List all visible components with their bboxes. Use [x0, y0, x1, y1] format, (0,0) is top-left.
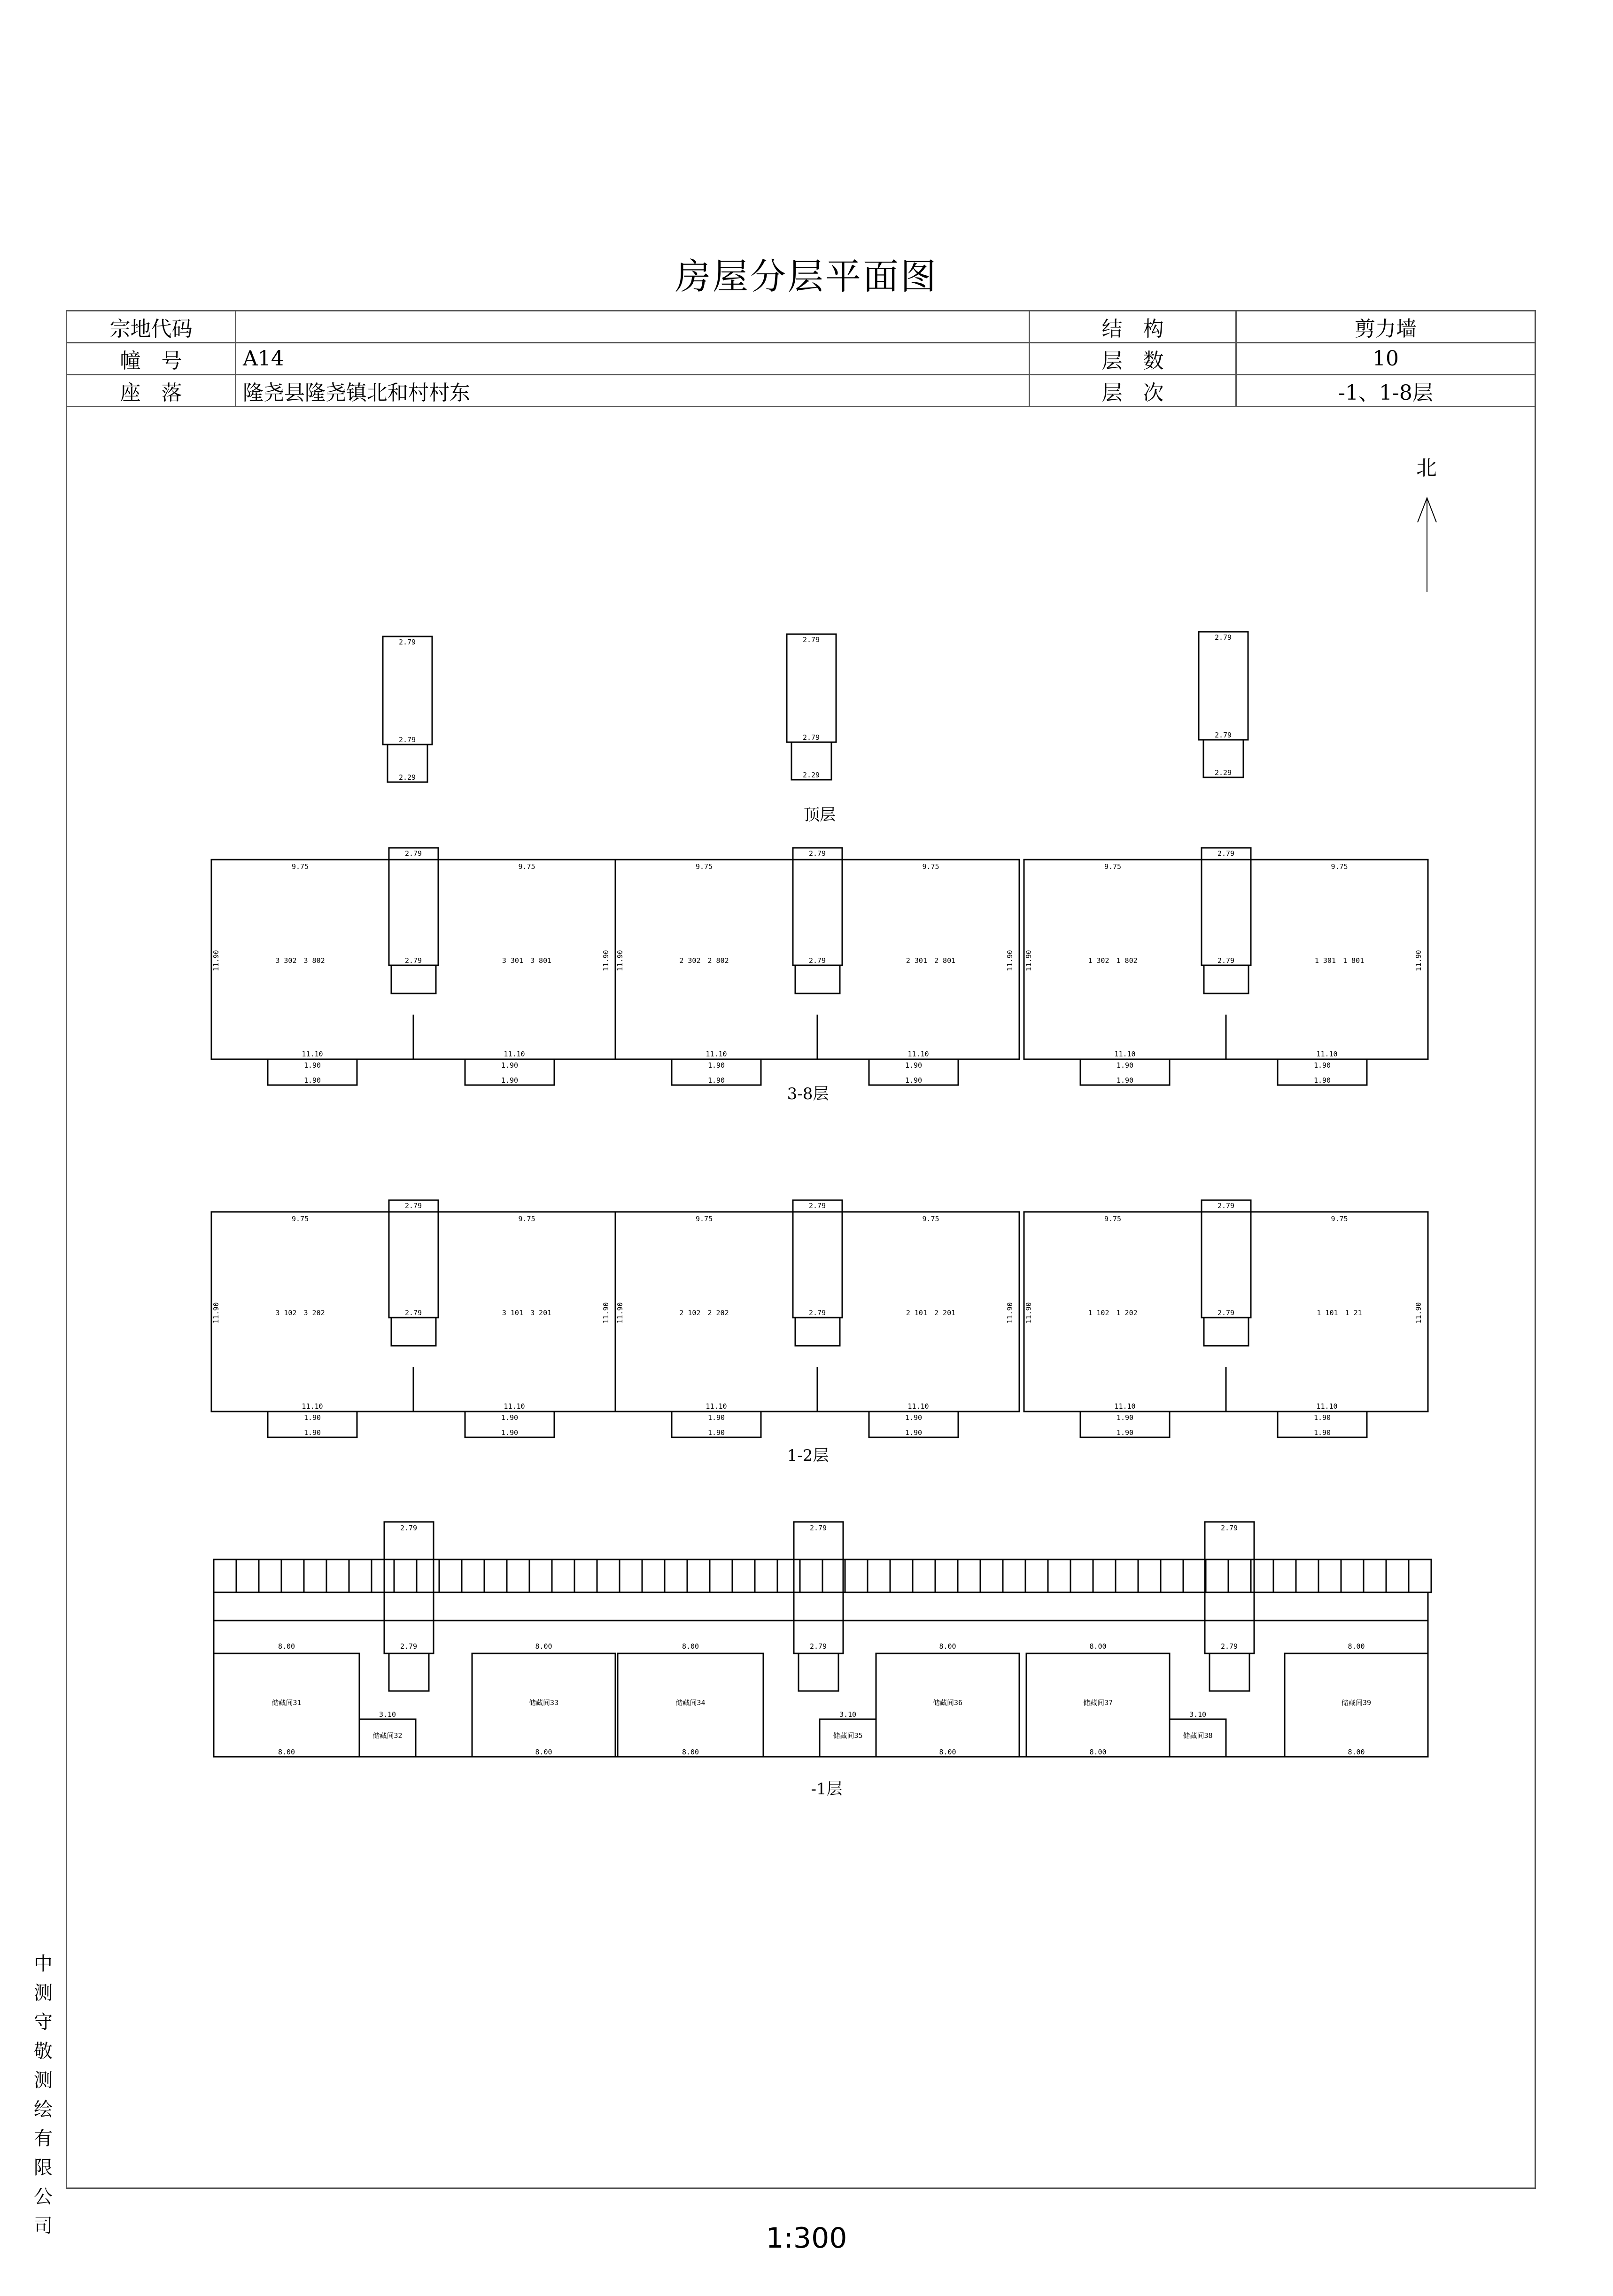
- storage-cell: [687, 1559, 710, 1592]
- dimension-label: 9.75: [1104, 862, 1122, 871]
- dimension-label: 2.79: [809, 1524, 827, 1532]
- storage-room-label: 储藏间35: [833, 1731, 863, 1740]
- dimension-label: 11.10: [302, 1050, 323, 1058]
- storage-cell: [890, 1559, 913, 1592]
- storage-cell: [1273, 1559, 1296, 1592]
- storage-cell: [1093, 1559, 1116, 1592]
- dimension-label: 1.90: [1116, 1413, 1134, 1422]
- unit-label: 3 302 3 802: [275, 956, 325, 965]
- dimension-label: 8.00: [1089, 1642, 1107, 1651]
- dimension-label: 11.10: [706, 1050, 727, 1058]
- unit-label: 3 101 3 201: [502, 1309, 552, 1317]
- storage-room-label: 储藏间32: [372, 1731, 403, 1740]
- dimension-label: 9.75: [1331, 862, 1348, 871]
- dimension-label: 2.79: [809, 1642, 827, 1651]
- unit-label: 3 301 3 801: [502, 956, 552, 965]
- storage-cell: [1183, 1559, 1206, 1592]
- unit-label: 1 102 1 202: [1088, 1309, 1138, 1317]
- dimension-label: 11.90: [212, 950, 220, 971]
- dimension-label: 3.10: [839, 1710, 857, 1719]
- stair-shaft: [389, 848, 438, 965]
- dimension-label: 11.10: [302, 1402, 323, 1411]
- roof-shaft: [383, 636, 432, 745]
- dimension-label: 2.79: [398, 638, 416, 646]
- dimension-label: 8.00: [1348, 1642, 1365, 1651]
- storage-room-label: 储藏间33: [528, 1699, 559, 1707]
- stair-shaft: [1205, 1522, 1254, 1653]
- dimension-label: 8.00: [278, 1748, 295, 1756]
- stair-shaft: [1202, 848, 1251, 965]
- dimension-label: 1.90: [501, 1413, 519, 1422]
- dimension-label: 8.00: [535, 1642, 552, 1651]
- stair-shaft: [389, 1200, 438, 1318]
- dimension-label: 11.90: [1414, 1302, 1423, 1324]
- storage-cell: [980, 1559, 1003, 1592]
- storage-cell: [529, 1559, 552, 1592]
- dimension-label: 2.29: [398, 773, 416, 782]
- dimension-label: 1.90: [303, 1413, 321, 1422]
- dimension-label: 11.10: [504, 1050, 525, 1058]
- building-label: 幢 号: [67, 343, 236, 375]
- dimension-label: 11.90: [602, 950, 610, 971]
- roof-shaft: [787, 634, 836, 742]
- storage-cell: [732, 1559, 755, 1592]
- storage-cell: [1296, 1559, 1318, 1592]
- dimension-label: 9.75: [1104, 1215, 1122, 1223]
- dimension-label: 11.10: [1316, 1050, 1338, 1058]
- dimension-label: 2.79: [1217, 849, 1235, 858]
- storage-cell: [1161, 1559, 1183, 1592]
- floors-value: 10: [1236, 343, 1535, 375]
- stair-landing: [795, 965, 840, 993]
- dimension-label: 9.75: [695, 1215, 713, 1223]
- storage-cell: [552, 1559, 574, 1592]
- stair-shaft: [384, 1522, 434, 1653]
- storage-cell: [1409, 1559, 1431, 1592]
- stair-landing: [795, 1318, 840, 1346]
- storage-cell: [1025, 1559, 1048, 1592]
- stair-landing: [389, 1653, 429, 1691]
- dimension-label: 8.00: [1348, 1748, 1365, 1756]
- dimension-label: 2.79: [1220, 1524, 1238, 1532]
- dimension-label: 11.90: [1024, 1302, 1033, 1324]
- stair-shaft: [1202, 1200, 1251, 1318]
- stair-landing: [1210, 1653, 1249, 1691]
- storage-cell: [1318, 1559, 1341, 1592]
- storage-cell: [822, 1559, 845, 1592]
- location-value: 隆尧县隆尧镇北和村村东: [236, 375, 1030, 407]
- storage-cell: [574, 1559, 597, 1592]
- unit-label: 1 301 1 801: [1314, 956, 1365, 965]
- dimension-label: 11.10: [907, 1402, 929, 1411]
- storage-cell: [710, 1559, 732, 1592]
- dimension-label: 1.90: [707, 1061, 725, 1070]
- dimension-label: 1.90: [1313, 1428, 1331, 1437]
- dimension-label: 1.90: [1116, 1061, 1134, 1070]
- dimension-label: 1.90: [1313, 1413, 1331, 1422]
- dimension-label: 2.29: [1214, 768, 1232, 777]
- dimension-label: 2.79: [1217, 1202, 1235, 1210]
- dimension-label: 1.90: [905, 1076, 923, 1085]
- floors-label: 层 数: [1030, 343, 1236, 375]
- dimension-label: 11.90: [1414, 950, 1423, 971]
- scale-label: 1:300: [766, 2222, 847, 2255]
- dimension-label: 1.90: [1116, 1076, 1134, 1085]
- storage-cell: [620, 1559, 642, 1592]
- dimension-label: 1.90: [1116, 1428, 1134, 1437]
- unit-label: 3 102 3 202: [275, 1309, 325, 1317]
- stair-landing: [799, 1653, 838, 1691]
- structure-label: 结 构: [1030, 311, 1236, 343]
- dimension-label: 11.10: [504, 1402, 525, 1411]
- dimension-label: 9.75: [1331, 1215, 1348, 1223]
- storage-cell: [214, 1559, 236, 1592]
- unit-label: 1 302 1 802: [1088, 956, 1138, 965]
- storage-cell: [1364, 1559, 1386, 1592]
- storage-cell: [800, 1559, 822, 1592]
- north-label: 北: [1416, 456, 1437, 480]
- dimension-label: 2.79: [1214, 731, 1232, 739]
- storage-cell: [777, 1559, 800, 1592]
- structure-value: 剪力墙: [1236, 311, 1535, 343]
- dimension-label: 1.90: [905, 1413, 923, 1422]
- storage-cell: [1048, 1559, 1070, 1592]
- storage-cell: [1070, 1559, 1093, 1592]
- storage-cell: [665, 1559, 687, 1592]
- dimension-label: 2.79: [400, 1642, 418, 1651]
- storage-cell: [935, 1559, 958, 1592]
- storage-room-label: 储藏间36: [932, 1699, 963, 1707]
- dimension-label: 2.79: [808, 849, 826, 858]
- floor-label-b1: -1层: [811, 1780, 843, 1799]
- stair-landing: [391, 965, 436, 993]
- company-name: 中测守敬测绘有限公司: [34, 1953, 53, 2237]
- storage-cell: [958, 1559, 980, 1592]
- dimension-label: 1.90: [707, 1076, 725, 1085]
- storage-cell: [1206, 1559, 1228, 1592]
- storage-room-label: 储藏间31: [271, 1699, 302, 1707]
- dimension-label: 9.75: [518, 862, 535, 871]
- page-title: 房屋分层平面图: [675, 256, 938, 297]
- storage-cell: [845, 1559, 868, 1592]
- dimension-label: 11.90: [616, 950, 624, 971]
- storage-room-label: 储藏间34: [675, 1699, 706, 1707]
- dimension-label: 2.79: [404, 849, 422, 858]
- storage-cell: [236, 1559, 259, 1592]
- dimension-label: 8.00: [278, 1642, 295, 1651]
- dimension-label: 1.90: [501, 1428, 519, 1437]
- floor-range-value: -1、1-8层: [1236, 375, 1535, 407]
- floor-label-roof: 顶层: [804, 806, 836, 824]
- dimension-label: 11.10: [706, 1402, 727, 1411]
- dimension-label: 3.10: [1189, 1710, 1207, 1719]
- storage-cell: [755, 1559, 777, 1592]
- dimension-label: 2.79: [1220, 1642, 1238, 1651]
- storage-cell: [349, 1559, 372, 1592]
- storage-room-label: 储藏间39: [1341, 1699, 1372, 1707]
- storage-cell: [484, 1559, 507, 1592]
- dimension-label: 8.00: [939, 1748, 956, 1756]
- storage-cell: [1228, 1559, 1251, 1592]
- storage-cell: [1341, 1559, 1364, 1592]
- storage-cell: [1003, 1559, 1025, 1592]
- storage-cell: [372, 1559, 394, 1592]
- dimension-label: 9.75: [922, 1215, 939, 1223]
- dimension-label: 8.00: [939, 1642, 956, 1651]
- dimension-label: 3.10: [379, 1710, 396, 1719]
- dimension-label: 1.90: [905, 1061, 923, 1070]
- storage-cell: [281, 1559, 304, 1592]
- dimension-label: 1.90: [501, 1061, 519, 1070]
- dimension-label: 9.75: [518, 1215, 535, 1223]
- dimension-label: 11.90: [1006, 1302, 1014, 1324]
- unit-label: 2 102 2 202: [679, 1309, 729, 1317]
- dimension-label: 11.90: [212, 1302, 220, 1324]
- dimension-label: 1.90: [1313, 1076, 1331, 1085]
- dimension-label: 2.79: [808, 1202, 826, 1210]
- stair-shaft: [793, 848, 842, 965]
- dimension-label: 1.90: [303, 1076, 321, 1085]
- dimension-label: 2.79: [404, 1309, 422, 1317]
- dimension-label: 1.90: [501, 1076, 519, 1085]
- unit-label: 1 101 1 21: [1317, 1309, 1362, 1317]
- dimension-label: 11.90: [616, 1302, 624, 1324]
- dimension-label: 2.79: [802, 636, 820, 644]
- dimension-label: 1.90: [303, 1428, 321, 1437]
- storage-room-label: 储藏间38: [1183, 1731, 1213, 1740]
- dimension-label: 11.10: [1114, 1402, 1136, 1411]
- dimension-label: 9.75: [922, 862, 939, 871]
- storage-cell: [597, 1559, 620, 1592]
- dimension-label: 2.79: [398, 736, 416, 744]
- floor-range-label: 层 次: [1030, 375, 1236, 407]
- unit-label: 2 302 2 802: [679, 956, 729, 965]
- dimension-label: 2.79: [808, 1309, 826, 1317]
- dimension-label: 11.90: [1006, 950, 1014, 971]
- stair-landing: [391, 1318, 436, 1346]
- dimension-label: 2.79: [808, 956, 826, 965]
- dimension-label: 8.00: [535, 1748, 552, 1756]
- unit-label: 2 301 2 801: [906, 956, 956, 965]
- storage-cell: [417, 1559, 439, 1592]
- dimension-label: 8.00: [682, 1748, 699, 1756]
- north-arrow-icon: [1418, 498, 1436, 592]
- dimension-label: 2.79: [1214, 633, 1232, 642]
- storage-cell: [394, 1559, 417, 1592]
- storage-cell: [913, 1559, 935, 1592]
- dimension-label: 1.90: [303, 1061, 321, 1070]
- dimension-label: 11.10: [1114, 1050, 1136, 1058]
- dimension-label: 1.90: [1313, 1061, 1331, 1070]
- storage-cell: [1138, 1559, 1161, 1592]
- building-value: A14: [236, 343, 1030, 375]
- dimension-label: 2.79: [1217, 1309, 1235, 1317]
- dimension-label: 2.29: [802, 771, 820, 779]
- storage-cell: [507, 1559, 529, 1592]
- dimension-label: 2.79: [400, 1524, 418, 1532]
- parcel-code-label: 宗地代码: [67, 311, 236, 343]
- stair-shaft: [794, 1522, 843, 1653]
- storage-room-label: 储藏间37: [1083, 1699, 1113, 1707]
- storage-cell: [868, 1559, 890, 1592]
- storage-cell: [1386, 1559, 1409, 1592]
- dimension-label: 1.90: [905, 1428, 923, 1437]
- dimension-label: 9.75: [291, 862, 309, 871]
- stair-shaft: [793, 1200, 842, 1318]
- storage-cell: [259, 1559, 281, 1592]
- dimension-label: 2.79: [1217, 956, 1235, 965]
- dimension-label: 11.10: [907, 1050, 929, 1058]
- storage-cell: [304, 1559, 326, 1592]
- dimension-label: 11.90: [1024, 950, 1033, 971]
- dimension-label: 9.75: [291, 1215, 309, 1223]
- location-label: 座 落: [67, 375, 236, 407]
- dimension-label: 2.79: [404, 1202, 422, 1210]
- storage-cell: [1116, 1559, 1138, 1592]
- dimension-label: 9.75: [695, 862, 713, 871]
- storage-cell: [439, 1559, 462, 1592]
- floor-label-f1-2: 1-2层: [787, 1446, 829, 1465]
- dimension-label: 11.90: [602, 1302, 610, 1324]
- stair-landing: [1204, 1318, 1249, 1346]
- dimension-label: 2.79: [802, 733, 820, 742]
- unit-label: 2 101 2 201: [906, 1309, 956, 1317]
- dimension-label: 1.90: [707, 1413, 725, 1422]
- dimension-label: 2.79: [404, 956, 422, 965]
- storage-cell: [642, 1559, 665, 1592]
- stair-landing: [1204, 965, 1249, 993]
- dimension-label: 11.10: [1316, 1402, 1338, 1411]
- storage-cell: [326, 1559, 349, 1592]
- dimension-label: 8.00: [1089, 1748, 1107, 1756]
- storage-cell: [462, 1559, 484, 1592]
- floor-label-f3-8: 3-8层: [787, 1085, 829, 1103]
- roof-shaft: [1199, 632, 1248, 740]
- dimension-label: 1.90: [707, 1428, 725, 1437]
- dimension-label: 8.00: [682, 1642, 699, 1651]
